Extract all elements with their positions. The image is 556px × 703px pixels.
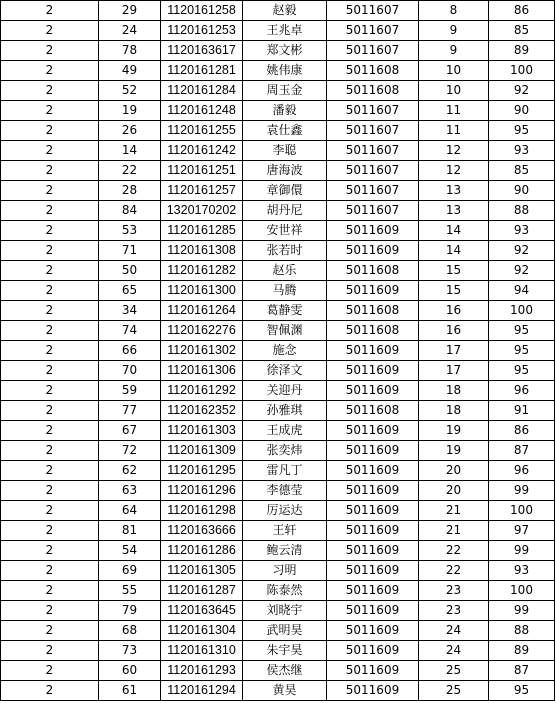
index-cell: 55	[99, 581, 161, 601]
table-row	[1, 281, 555, 301]
student-id-cell: 1120161305	[161, 561, 243, 581]
student-id-cell: 1120161242	[161, 141, 243, 161]
rank-cell: 17	[419, 361, 489, 381]
class-cell: 5011608	[327, 261, 419, 281]
rank-cell: 15	[419, 281, 489, 301]
rank-cell: 24	[419, 621, 489, 641]
table-row	[1, 101, 555, 121]
index-cell: 54	[99, 541, 161, 561]
student-id-cell: 1120163645	[161, 601, 243, 621]
grade-cell: 2	[1, 441, 99, 461]
name-cell: 胡丹尼	[243, 201, 327, 221]
index-cell: 14	[99, 141, 161, 161]
class-cell: 5011609	[327, 561, 419, 581]
class-cell: 5011608	[327, 301, 419, 321]
table-row	[1, 561, 555, 581]
class-cell: 5011609	[327, 381, 419, 401]
student-id-cell: 1120161258	[161, 1, 243, 21]
name-cell: 张若时	[243, 241, 327, 261]
score-cell: 88	[489, 201, 555, 221]
table-row	[1, 61, 555, 81]
table-row	[1, 241, 555, 261]
name-cell: 王兆卓	[243, 21, 327, 41]
rank-cell: 16	[419, 301, 489, 321]
rank-cell: 8	[419, 1, 489, 21]
grade-cell: 2	[1, 681, 99, 701]
rank-cell: 20	[419, 461, 489, 481]
class-cell: 5011608	[327, 81, 419, 101]
score-cell: 100	[489, 301, 555, 321]
class-cell: 5011609	[327, 501, 419, 521]
grade-cell: 2	[1, 301, 99, 321]
class-cell: 5011607	[327, 101, 419, 121]
name-cell: 鲍云清	[243, 541, 327, 561]
index-cell: 22	[99, 161, 161, 181]
class-cell: 5011609	[327, 601, 419, 621]
index-cell: 28	[99, 181, 161, 201]
score-cell: 89	[489, 41, 555, 61]
rank-cell: 14	[419, 241, 489, 261]
score-cell: 95	[489, 121, 555, 141]
student-id-cell: 1120162352	[161, 401, 243, 421]
student-id-cell: 1120161281	[161, 61, 243, 81]
index-cell: 68	[99, 621, 161, 641]
name-cell: 孙雅琪	[243, 401, 327, 421]
table-row	[1, 581, 555, 601]
class-cell: 5011607	[327, 41, 419, 61]
score-cell: 93	[489, 221, 555, 241]
name-cell: 王成虎	[243, 421, 327, 441]
rank-cell: 11	[419, 121, 489, 141]
rank-cell: 25	[419, 661, 489, 681]
class-cell: 5011609	[327, 641, 419, 661]
student-id-cell: 1120161310	[161, 641, 243, 661]
index-cell: 65	[99, 281, 161, 301]
grade-cell: 2	[1, 261, 99, 281]
grade-cell: 2	[1, 161, 99, 181]
table-row	[1, 1, 555, 21]
student-id-cell: 1120161295	[161, 461, 243, 481]
name-cell: 徐泽文	[243, 361, 327, 381]
rank-cell: 19	[419, 441, 489, 461]
student-id-cell: 1120161308	[161, 241, 243, 261]
rank-cell: 10	[419, 81, 489, 101]
name-cell: 雷凡丁	[243, 461, 327, 481]
name-cell: 黄昊	[243, 681, 327, 701]
grade-cell: 2	[1, 381, 99, 401]
rank-cell: 16	[419, 321, 489, 341]
student-id-cell: 1320170202	[161, 201, 243, 221]
table-row	[1, 301, 555, 321]
student-id-cell: 1120161302	[161, 341, 243, 361]
name-cell: 侯杰继	[243, 661, 327, 681]
table-row	[1, 661, 555, 681]
class-cell: 5011607	[327, 161, 419, 181]
score-cell: 90	[489, 101, 555, 121]
index-cell: 70	[99, 361, 161, 381]
student-id-cell: 1120161253	[161, 21, 243, 41]
class-cell: 5011609	[327, 441, 419, 461]
table-row	[1, 681, 555, 701]
grade-cell: 2	[1, 21, 99, 41]
name-cell: 周玉金	[243, 81, 327, 101]
table-row	[1, 461, 555, 481]
grade-cell: 2	[1, 401, 99, 421]
grade-cell: 2	[1, 101, 99, 121]
score-cell: 85	[489, 21, 555, 41]
class-cell: 5011609	[327, 281, 419, 301]
rank-cell: 13	[419, 201, 489, 221]
index-cell: 77	[99, 401, 161, 421]
score-cell: 99	[489, 541, 555, 561]
index-cell: 79	[99, 601, 161, 621]
score-cell: 95	[489, 361, 555, 381]
score-cell: 86	[489, 421, 555, 441]
table-row	[1, 361, 555, 381]
name-cell: 赵毅	[243, 1, 327, 21]
score-cell: 86	[489, 1, 555, 21]
name-cell: 袁仕鑫	[243, 121, 327, 141]
name-cell: 习明	[243, 561, 327, 581]
index-cell: 69	[99, 561, 161, 581]
grade-cell: 2	[1, 121, 99, 141]
table-row	[1, 501, 555, 521]
rank-cell: 15	[419, 261, 489, 281]
table-row	[1, 381, 555, 401]
student-id-cell: 1120161287	[161, 581, 243, 601]
grade-cell: 2	[1, 281, 99, 301]
name-cell: 朱宇昊	[243, 641, 327, 661]
rank-cell: 23	[419, 601, 489, 621]
name-cell: 马腾	[243, 281, 327, 301]
class-cell: 5011607	[327, 21, 419, 41]
index-cell: 59	[99, 381, 161, 401]
class-cell: 5011609	[327, 541, 419, 561]
grade-cell: 2	[1, 221, 99, 241]
student-id-cell: 1120161306	[161, 361, 243, 381]
table-row	[1, 181, 555, 201]
grade-cell: 2	[1, 561, 99, 581]
name-cell: 唐海波	[243, 161, 327, 181]
class-cell: 5011608	[327, 401, 419, 421]
rank-cell: 25	[419, 681, 489, 701]
index-cell: 50	[99, 261, 161, 281]
name-cell: 王轩	[243, 521, 327, 541]
grade-cell: 2	[1, 41, 99, 61]
name-cell: 葛静雯	[243, 301, 327, 321]
table-row	[1, 481, 555, 501]
score-cell: 87	[489, 661, 555, 681]
table-row	[1, 441, 555, 461]
name-cell: 郑文彬	[243, 41, 327, 61]
name-cell: 张奕炜	[243, 441, 327, 461]
index-cell: 61	[99, 681, 161, 701]
score-cell: 93	[489, 141, 555, 161]
student-id-cell: 1120161282	[161, 261, 243, 281]
student-id-cell: 1120161251	[161, 161, 243, 181]
score-cell: 96	[489, 461, 555, 481]
table-row	[1, 121, 555, 141]
score-cell: 100	[489, 581, 555, 601]
rank-cell: 10	[419, 61, 489, 81]
student-id-cell: 1120161264	[161, 301, 243, 321]
rank-cell: 18	[419, 401, 489, 421]
index-cell: 19	[99, 101, 161, 121]
index-cell: 63	[99, 481, 161, 501]
student-id-cell: 1120161309	[161, 441, 243, 461]
grade-cell: 2	[1, 341, 99, 361]
score-cell: 95	[489, 681, 555, 701]
score-cell: 99	[489, 481, 555, 501]
class-cell: 5011608	[327, 61, 419, 81]
grade-cell: 2	[1, 521, 99, 541]
class-cell: 5011608	[327, 321, 419, 341]
rank-cell: 20	[419, 481, 489, 501]
rank-cell: 24	[419, 641, 489, 661]
student-id-cell: 1120163617	[161, 41, 243, 61]
score-cell: 95	[489, 321, 555, 341]
score-cell: 91	[489, 401, 555, 421]
index-cell: 81	[99, 521, 161, 541]
rank-cell: 9	[419, 21, 489, 41]
rank-cell: 12	[419, 161, 489, 181]
grade-cell: 2	[1, 461, 99, 481]
index-cell: 72	[99, 441, 161, 461]
rank-cell: 21	[419, 501, 489, 521]
table-row	[1, 421, 555, 441]
rank-cell: 12	[419, 141, 489, 161]
class-cell: 5011609	[327, 681, 419, 701]
table-row	[1, 21, 555, 41]
name-cell: 姚伟康	[243, 61, 327, 81]
index-cell: 62	[99, 461, 161, 481]
table-body	[1, 1, 555, 701]
name-cell: 施念	[243, 341, 327, 361]
grade-cell: 2	[1, 501, 99, 521]
grade-cell: 2	[1, 81, 99, 101]
table-row	[1, 341, 555, 361]
class-cell: 5011607	[327, 121, 419, 141]
grade-cell: 2	[1, 1, 99, 21]
rank-cell: 23	[419, 581, 489, 601]
rank-cell: 9	[419, 41, 489, 61]
score-cell: 95	[489, 341, 555, 361]
class-cell: 5011609	[327, 581, 419, 601]
student-id-cell: 1120161255	[161, 121, 243, 141]
table-row	[1, 541, 555, 561]
class-cell: 5011609	[327, 361, 419, 381]
student-id-cell: 1120161303	[161, 421, 243, 441]
index-cell: 67	[99, 421, 161, 441]
student-id-cell: 1120161293	[161, 661, 243, 681]
table-row	[1, 201, 555, 221]
score-cell: 93	[489, 561, 555, 581]
grade-cell: 2	[1, 141, 99, 161]
student-id-cell: 1120161286	[161, 541, 243, 561]
score-cell: 92	[489, 241, 555, 261]
index-cell: 24	[99, 21, 161, 41]
rank-cell: 11	[419, 101, 489, 121]
grade-cell: 2	[1, 601, 99, 621]
name-cell: 章御儇	[243, 181, 327, 201]
index-cell: 34	[99, 301, 161, 321]
rank-cell: 19	[419, 421, 489, 441]
grade-cell: 2	[1, 581, 99, 601]
table-row	[1, 141, 555, 161]
score-cell: 97	[489, 521, 555, 541]
grade-cell: 2	[1, 481, 99, 501]
class-cell: 5011609	[327, 341, 419, 361]
class-cell: 5011607	[327, 1, 419, 21]
table-row	[1, 621, 555, 641]
student-id-cell: 1120161294	[161, 681, 243, 701]
table-row	[1, 641, 555, 661]
student-id-cell: 1120161300	[161, 281, 243, 301]
score-cell: 88	[489, 621, 555, 641]
name-cell: 安世祥	[243, 221, 327, 241]
grade-cell: 2	[1, 641, 99, 661]
student-id-cell: 1120161304	[161, 621, 243, 641]
table-row	[1, 221, 555, 241]
table-row	[1, 601, 555, 621]
grade-cell: 2	[1, 661, 99, 681]
index-cell: 64	[99, 501, 161, 521]
name-cell: 刘晓宇	[243, 601, 327, 621]
index-cell: 73	[99, 641, 161, 661]
student-id-cell: 1120162276	[161, 321, 243, 341]
class-cell: 5011607	[327, 141, 419, 161]
name-cell: 武明昊	[243, 621, 327, 641]
score-cell: 92	[489, 81, 555, 101]
student-id-cell: 1120161298	[161, 501, 243, 521]
score-cell: 90	[489, 181, 555, 201]
class-cell: 5011609	[327, 621, 419, 641]
score-cell: 89	[489, 641, 555, 661]
student-id-cell: 1120161284	[161, 81, 243, 101]
index-cell: 71	[99, 241, 161, 261]
class-cell: 5011607	[327, 201, 419, 221]
score-cell: 100	[489, 501, 555, 521]
score-cell: 96	[489, 381, 555, 401]
student-id-cell: 1120163666	[161, 521, 243, 541]
index-cell: 49	[99, 61, 161, 81]
name-cell: 潘毅	[243, 101, 327, 121]
student-id-cell: 1120161285	[161, 221, 243, 241]
table-row	[1, 161, 555, 181]
score-cell: 99	[489, 601, 555, 621]
rank-cell: 13	[419, 181, 489, 201]
grade-cell: 2	[1, 181, 99, 201]
name-cell: 李德莹	[243, 481, 327, 501]
student-id-cell: 1120161296	[161, 481, 243, 501]
class-cell: 5011609	[327, 481, 419, 501]
class-cell: 5011609	[327, 521, 419, 541]
index-cell: 26	[99, 121, 161, 141]
grade-cell: 2	[1, 201, 99, 221]
grade-cell: 2	[1, 61, 99, 81]
grade-cell: 2	[1, 361, 99, 381]
index-cell: 84	[99, 201, 161, 221]
student-id-cell: 1120161248	[161, 101, 243, 121]
class-cell: 5011609	[327, 421, 419, 441]
score-cell: 94	[489, 281, 555, 301]
table-row	[1, 41, 555, 61]
index-cell: 52	[99, 81, 161, 101]
student-id-cell: 1120161257	[161, 181, 243, 201]
index-cell: 60	[99, 661, 161, 681]
grade-cell: 2	[1, 241, 99, 261]
table-row	[1, 81, 555, 101]
table-row	[1, 321, 555, 341]
index-cell: 74	[99, 321, 161, 341]
class-cell: 5011607	[327, 181, 419, 201]
index-cell: 66	[99, 341, 161, 361]
name-cell: 智佩渊	[243, 321, 327, 341]
table-row	[1, 521, 555, 541]
class-cell: 5011609	[327, 461, 419, 481]
table-row	[1, 261, 555, 281]
class-cell: 5011609	[327, 241, 419, 261]
class-cell: 5011609	[327, 221, 419, 241]
score-cell: 100	[489, 61, 555, 81]
grade-cell: 2	[1, 621, 99, 641]
class-cell: 5011609	[327, 661, 419, 681]
rank-cell: 14	[419, 221, 489, 241]
grade-cell: 2	[1, 321, 99, 341]
name-cell: 李聪	[243, 141, 327, 161]
name-cell: 陈泰然	[243, 581, 327, 601]
rank-cell: 17	[419, 341, 489, 361]
name-cell: 关迎丹	[243, 381, 327, 401]
rank-cell: 18	[419, 381, 489, 401]
name-cell: 厉运达	[243, 501, 327, 521]
index-cell: 53	[99, 221, 161, 241]
rank-cell: 22	[419, 561, 489, 581]
table-row	[1, 401, 555, 421]
score-cell: 92	[489, 261, 555, 281]
rank-cell: 22	[419, 541, 489, 561]
name-cell: 赵乐	[243, 261, 327, 281]
rank-cell: 21	[419, 521, 489, 541]
grade-cell: 2	[1, 541, 99, 561]
score-cell: 85	[489, 161, 555, 181]
index-cell: 29	[99, 1, 161, 21]
index-cell: 78	[99, 41, 161, 61]
score-cell: 87	[489, 441, 555, 461]
student-id-cell: 1120161292	[161, 381, 243, 401]
grade-cell: 2	[1, 421, 99, 441]
